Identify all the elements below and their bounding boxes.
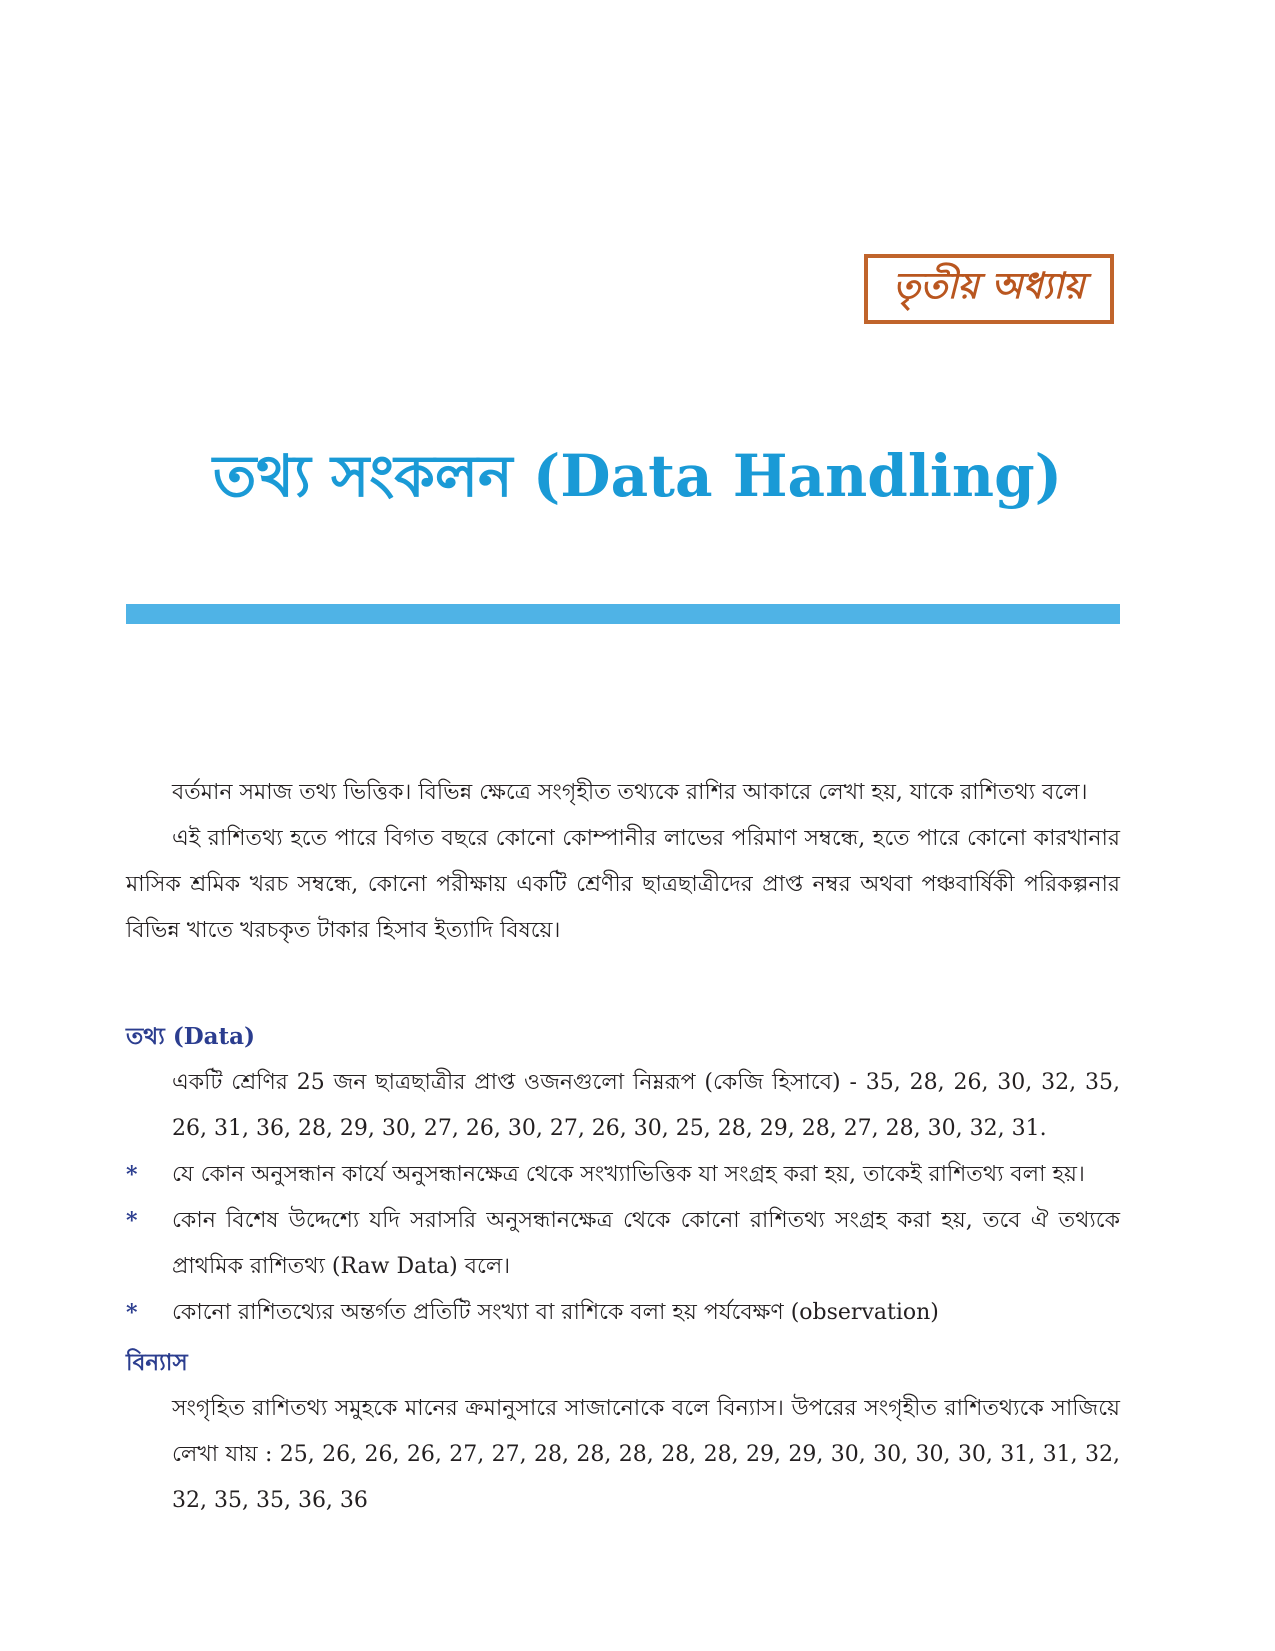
intro-paragraph-2: এই রাশিতথ্য হতে পারে বিগত বছরে কোনো কোম্পানীর লাভের পরিমাণ সম্বন্ধে, হতে পারে কোনো কারখানার মাসিক শ্রমিক খরচ সম্বন্ধে, কোনো পরীক্ষায় একটি শ্রেণীর ছাত্রছাত্রীদের প্রাপ্ত নম্বর অথবা পঞ্চবার্ষিকী পরিকল্পনার বিভিন্ন খাতে খরচকৃত টাকার হিসাব ইত্যাদি বিষয়ে। bbox=[126, 826, 1120, 943]
section-heading-data: তথ্য (Data) bbox=[126, 1023, 255, 1050]
bullet-text: কোনো রাশিতথ্যের অন্তর্গত প্রতিটি সংখ্যা বা রাশিকে বলা হয় পর্যবেক্ষণ (observation) bbox=[172, 1300, 939, 1325]
arrangement-text: সংগৃহিত রাশিতথ্য সমুহকে মানের ক্রমানুসারে সাজানোকে বলে বিন্যাস। উপরের সংগৃহীত রাশিতথ্যকে সাজিয়ে লেখা যায় : 25, 26, 26, 26, 27, 27, 28, 28, 28, 28, 28, 29, 29, 30, 30, 30, 30, 31, 31, 32, 32, 35, 35, 36, 36 bbox=[172, 1396, 1120, 1513]
intro-paragraph-1: বর্তমান সমাজ তথ্য ভিত্তিক। বিভিন্ন ক্ষেত্রে সংগৃহীত তথ্যকে রাশির আকারে লেখা হয়, যাকে রাশিতথ্য বলে। bbox=[172, 780, 1088, 805]
bullet-star-icon: * bbox=[126, 1300, 138, 1326]
page-title: তথ্য সংকলন (Data Handling) bbox=[212, 442, 1063, 510]
content-body bbox=[126, 770, 1120, 1524]
bullet-star-icon: * bbox=[126, 1208, 138, 1234]
bullet-text: কোন বিশেষ উদ্দেশ্যে যদি সরাসরি অনুসন্ধানক্ষেত্র থেকে কোনো রাশিতথ্য সংগ্রহ করা হয়, তবে ঐ তথ্যকে প্রাথমিক রাশিতথ্য (Raw Data) বলে। bbox=[172, 1208, 1120, 1279]
bullet-item bbox=[126, 1152, 1120, 1198]
section-heading-arrangement: বিন্যাস bbox=[126, 1349, 188, 1376]
data-example: একটি শ্রেণির 25 জন ছাত্রছাত্রীর প্রাপ্ত ওজনগুলো নিম্নরূপ (কেজি হিসাবে) - 35, 28, 26, 30, 32, 35, 26, 31, 36, 28, 29, 30, 27, 26, 30, 27, 26, 30, 25, 28, 29, 28, 27, 28, 30, 32, 31. bbox=[172, 1070, 1120, 1141]
bullet-item bbox=[126, 1198, 1120, 1290]
chapter-label: তৃতীয় অধ্যায় bbox=[864, 254, 1114, 324]
bullet-text: যে কোন অনুসন্ধান কার্যে অনুসন্ধানক্ষেত্র থেকে সংখ্যাভিত্তিক যা সংগ্রহ করা হয়, তাকেই রাশিতথ্য বলা হয়। bbox=[172, 1162, 1085, 1187]
bullet-item bbox=[126, 1290, 1120, 1336]
bullet-star-icon: * bbox=[126, 1162, 138, 1188]
title-divider bbox=[126, 604, 1120, 624]
